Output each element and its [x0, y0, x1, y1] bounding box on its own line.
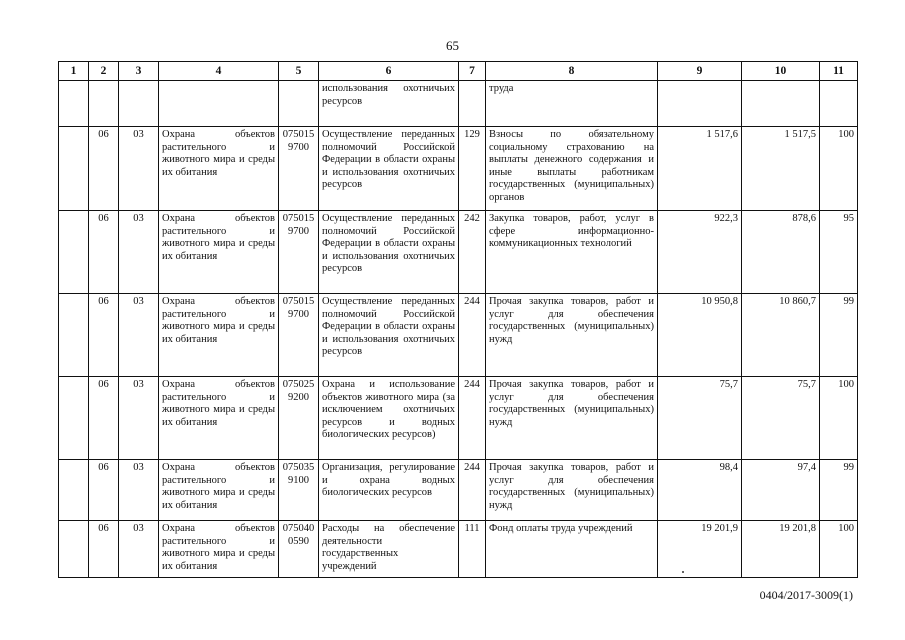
cell-expense-code: 244: [459, 294, 486, 377]
cell-executed: 19 201,8: [742, 521, 820, 578]
cell-planned: 75,7: [658, 377, 742, 460]
cell-subsection: 03: [119, 460, 159, 521]
cell-target-code: 075015 9700: [279, 127, 319, 211]
cell-target-code: 075040 0590: [279, 521, 319, 578]
cell-section: 06: [89, 294, 119, 377]
cell-executed: 75,7: [742, 377, 820, 460]
cell-subsection-name: Охрана объектов растительного и животного мира и среды их обитания: [159, 211, 279, 294]
cell-col1: [59, 377, 89, 460]
page-number: 65: [446, 38, 459, 53]
cell-target-code: 075025 9200: [279, 377, 319, 460]
cell-col1: [59, 460, 89, 521]
cell-expense-code: 244: [459, 460, 486, 521]
col-header-2: 2: [89, 62, 119, 81]
col-header-3: 3: [119, 62, 159, 81]
cell-percent: 95: [820, 211, 858, 294]
cell-executed: 1 517,5: [742, 127, 820, 211]
carryover-purpose: использования охотничьих ресурсов: [319, 81, 459, 127]
cell-subsection-name: Охрана объектов растительного и животного мира и среды их обитания: [159, 521, 279, 578]
table-row: [59, 460, 858, 521]
cell-subsection: 03: [119, 211, 159, 294]
cell-expense-code: 242: [459, 211, 486, 294]
cell-col1: [59, 211, 89, 294]
col-header-9: 9: [658, 62, 742, 81]
cell-expense-type: Закупка товаров, работ, услуг в сфере информационно-коммуникационных технологий: [486, 211, 658, 294]
col-header-6: 6: [319, 62, 459, 81]
cell-purpose: Организация, регулирование и охрана водных биологических ресурсов: [319, 460, 459, 521]
cell-expense-type: Фонд оплаты труда учреждений: [486, 521, 658, 578]
cell-subsection: 03: [119, 294, 159, 377]
cell-col1: [59, 521, 89, 578]
cell-subsection-name: Охрана объектов растительного и животного мира и среды их обитания: [159, 294, 279, 377]
cell-subsection-name: Охрана объектов растительного и животного мира и среды их обитания: [159, 460, 279, 521]
cell-expense-type: Прочая закупка товаров, работ и услуг для обеспечения государственных (муниципальных) нужд: [486, 460, 658, 521]
cell-planned: 10 950,8: [658, 294, 742, 377]
cell-subsection-name: Охрана объектов растительного и животного мира и среды их обитания: [159, 127, 279, 211]
table-row: [59, 127, 858, 211]
cell-expense-code: 129: [459, 127, 486, 211]
cell-subsection: 03: [119, 377, 159, 460]
document-code: 0404/2017-3009(1): [759, 588, 853, 602]
header-row: [59, 62, 858, 81]
cell-purpose: Осуществление переданных полномочий Российской Федерации в области охраны и использования охотничьих ресурсов: [319, 211, 459, 294]
cell-executed: 878,6: [742, 211, 820, 294]
cell-section: 06: [89, 460, 119, 521]
cell-planned: 922,3: [658, 211, 742, 294]
col-header-4: 4: [159, 62, 279, 81]
cell-section: 06: [89, 521, 119, 578]
cell-purpose: Осуществление переданных полномочий Российской Федерации в области охраны и использования охотничьих ресурсов: [319, 127, 459, 211]
cell-planned: 1 517,6: [658, 127, 742, 211]
budget-table: [58, 61, 858, 578]
cell-expense-code: 244: [459, 377, 486, 460]
cell-expense-type: Прочая закупка товаров, работ и услуг для обеспечения государственных (муниципальных) нужд: [486, 294, 658, 377]
cell-expense-type: Прочая закупка товаров, работ и услуг для обеспечения государственных (муниципальных) нужд: [486, 377, 658, 460]
cell-target-code: 075015 9700: [279, 211, 319, 294]
carryover-expense-type: труда: [486, 81, 658, 127]
cell-percent: 99: [820, 294, 858, 377]
cell-planned: 19 201,9: [658, 521, 742, 578]
col-header-5: 5: [279, 62, 319, 81]
cell-section: 06: [89, 377, 119, 460]
cell-section: 06: [89, 211, 119, 294]
cell-subsection: 03: [119, 521, 159, 578]
cell-col1: [59, 294, 89, 377]
cell-percent: 100: [820, 127, 858, 211]
cell-target-code: 075015 9700: [279, 294, 319, 377]
cell-purpose: Охрана и использование объектов животного мира (за исключением охотничьих ресурсов и водных биологических ресурсов): [319, 377, 459, 460]
table-row: [59, 377, 858, 460]
cell-percent: 99: [820, 460, 858, 521]
cell-expense-type: Взносы по обязательному социальному страхованию на выплаты денежного содержания и иные выплаты работникам государственных (муниципальных) органов: [486, 127, 658, 211]
cell-purpose: Осуществление переданных полномочий Российской Федерации в области охраны и использования охотничьих ресурсов: [319, 294, 459, 377]
cell-purpose: Расходы на обеспечение деятельности государственных учреждений: [319, 521, 459, 578]
table-row: [59, 294, 858, 377]
table-row: [59, 211, 858, 294]
cell-executed: 97,4: [742, 460, 820, 521]
col-header-11: 11: [820, 62, 858, 81]
cell-target-code: 075035 9100: [279, 460, 319, 521]
cell-section: 06: [89, 127, 119, 211]
cell-executed: 10 860,7: [742, 294, 820, 377]
scan-dot: [682, 571, 684, 573]
col-header-1: 1: [59, 62, 89, 81]
cell-subsection-name: Охрана объектов растительного и животного мира и среды их обитания: [159, 377, 279, 460]
cell-percent: 100: [820, 521, 858, 578]
cell-expense-code: 111: [459, 521, 486, 578]
col-header-7: 7: [459, 62, 486, 81]
cell-subsection: 03: [119, 127, 159, 211]
table-row: [59, 521, 858, 578]
carryover-row: [59, 81, 858, 127]
cell-percent: 100: [820, 377, 858, 460]
cell-planned: 98,4: [658, 460, 742, 521]
col-header-8: 8: [486, 62, 658, 81]
cell-col1: [59, 127, 89, 211]
col-header-10: 10: [742, 62, 820, 81]
